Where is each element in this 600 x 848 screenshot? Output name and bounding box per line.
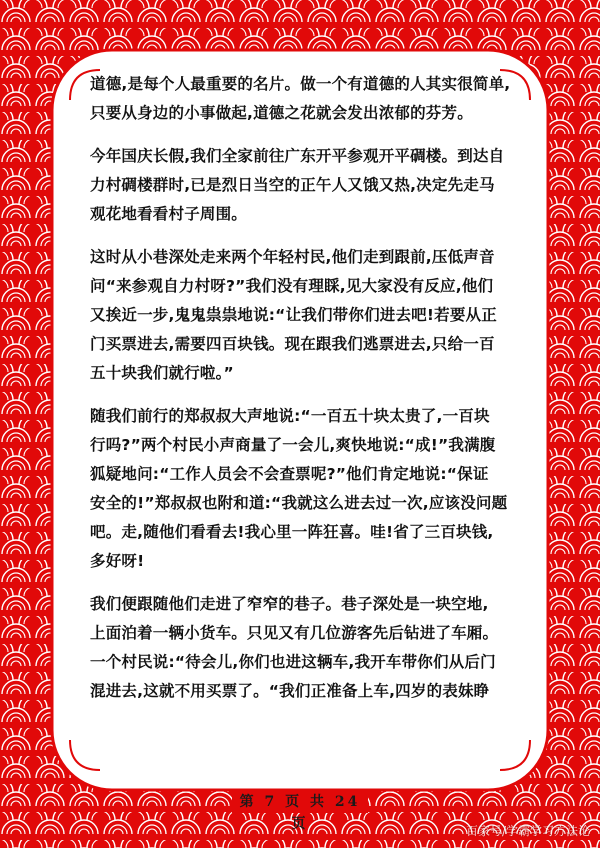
- paragraph: 今年国庆长假,我们全家前往广东开平参观开平碉楼。到达自 力村碉楼群时,已是烈日当空的正午人又饿又热,决定先走马 观花地看看村子周围。: [90, 147, 505, 223]
- paragraph: 随我们前行的郑叔叔大声地说:“一百五十块太贵了,一百块 行吗?”两个村民小声商量了一会儿,爽快地说:“成!”我满腹 狐疑地问:“工作人员会不会查票呢?”他们肯定地说:“保证 安全的!”郑叔叔也附和道:“我就这么进去过一次,应该没问题 吧。走,随他们看看去!我心里一阵狂喜。哇!省了三百块钱, 多好呀!: [90, 407, 508, 570]
- current-page: 7: [264, 794, 278, 810]
- page-suffix: 页: [291, 816, 309, 832]
- paragraph: 这时从小巷深处走来两个年轻村民,他们走到跟前,压低声音 问“来参观自力村呀?”我们没有理睬,见大家没有反应,他们 又挨近一步,鬼鬼祟祟地说:“让我们带你们进去吧!若要从正 门买票进去,需要四百块钱。现在跟我们逃票进去,只给一百 五十块我们就行啦。”: [90, 248, 497, 382]
- total-pages: 24: [334, 794, 361, 810]
- page-number-badge: [232, 791, 368, 832]
- paragraph: 我们便跟随他们走进了窄窄的巷子。巷子深处是一块空地, 上面泊着一辆小货车。只见又有几位游客先后钻进了车厢。 一个村民说:“待会儿,你们也进这辆车,我开车带你们从后门 混进去,这就不用买票了。“我们正准备上车,四岁的表妹睁: [90, 595, 499, 700]
- article-body: [90, 70, 520, 720]
- page-middle: 页 共: [285, 794, 327, 810]
- source-watermark: 百家号/学霸学习方法论: [465, 824, 590, 838]
- paragraph: 道德,是每个人最重要的名片。做一个有道德的人其实很简单, 只要从身边的小事做起,道德之花就会发出浓郁的芬芳。: [90, 75, 511, 122]
- page-prefix: 第: [239, 794, 257, 810]
